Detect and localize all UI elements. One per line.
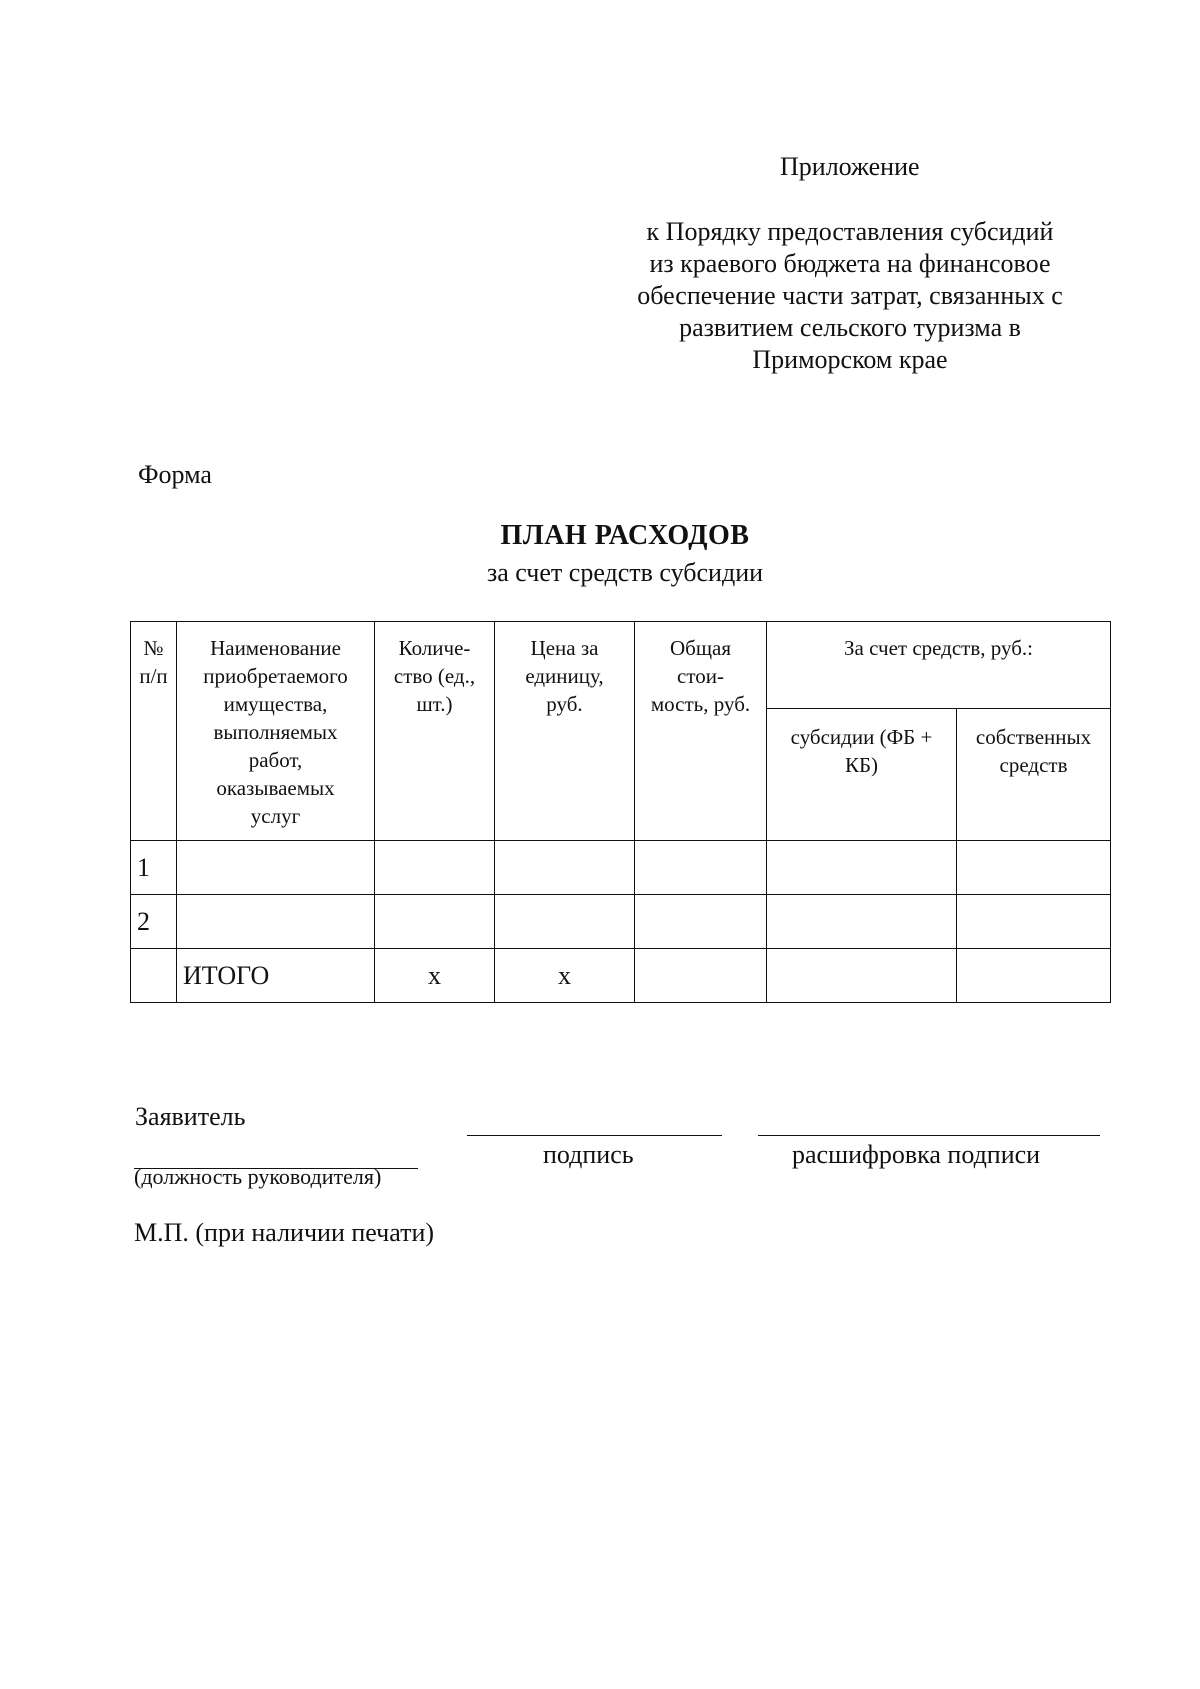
table-row [131,895,1111,949]
position-caption: (должность руководителя) [134,1164,382,1189]
signature-decoding-line [758,1135,1100,1136]
applicant-label: Заявитель [135,1102,246,1131]
signature-decoding-caption: расшифровка подписи [792,1140,1041,1169]
form-label: Форма [138,460,212,489]
appendix-line: обеспечение части затрат, связанных с [637,281,1063,310]
plan-subtitle: за счет средств субсидии [486,558,764,587]
row-number: 2 [131,895,177,949]
appendix-description [590,216,1110,376]
total-qty-mark: х [375,949,495,1003]
header-own-funds: собственных средств [957,709,1111,841]
stamp-note: М.П. (при наличии печати) [134,1218,435,1247]
row-subsidy-cell [767,841,957,895]
header-unit-price: Цена за единицу, руб. [495,622,635,841]
total-subsidy-cell [767,949,957,1003]
plan-title: ПЛАН РАСХОДОВ [500,520,750,551]
row-price-cell [495,895,635,949]
header-num: № п/п [131,622,177,841]
row-qty-cell [375,895,495,949]
appendix-line: развитием сельского туризма в [679,313,1021,342]
row-name-cell [177,895,375,949]
header-name: Наименование приобретаемого имущества, выполняемых работ, оказываемых услуг [177,622,375,841]
header-quantity: Количе- ство (ед., шт.) [375,622,495,841]
table-row [131,841,1111,895]
expense-plan-table [130,621,1111,1003]
signature-line [467,1135,722,1136]
row-subsidy-cell [767,895,957,949]
signature-caption: подпись [543,1140,634,1169]
row-number: 1 [131,841,177,895]
total-row-num-cell [131,949,177,1003]
header-funding-group: За счет средств, руб.: [767,622,1111,709]
appendix-line: к Порядку предоставления субсидий [646,217,1054,246]
row-price-cell [495,841,635,895]
header-total-cost: Общая стои- мость, руб. [635,622,767,841]
appendix-line: Приморском крае [752,345,948,374]
total-cost-cell [635,949,767,1003]
row-total-cell [635,895,767,949]
row-own-cell [957,841,1111,895]
appendix-line: из краевого бюджета на финансовое [649,249,1051,278]
appendix-title: Приложение [780,152,920,181]
row-name-cell [177,841,375,895]
total-label: ИТОГО [177,949,375,1003]
row-own-cell [957,895,1111,949]
total-row [131,949,1111,1003]
header-subsidy: субсидии (ФБ + КБ) [767,709,957,841]
total-price-mark: х [495,949,635,1003]
total-own-cell [957,949,1111,1003]
row-total-cell [635,841,767,895]
row-qty-cell [375,841,495,895]
